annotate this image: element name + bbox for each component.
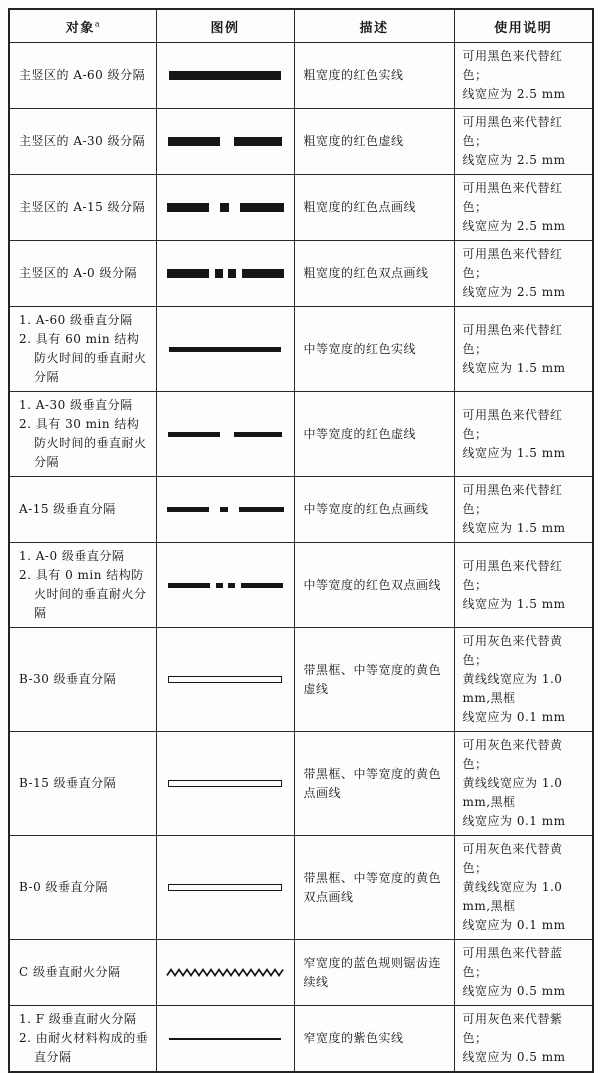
usage-text-line: 可用黑色来代替蓝色； (462, 946, 563, 979)
legend-gap (209, 203, 220, 212)
usage-text-line: 可用黑色来代替红色； (462, 181, 563, 214)
description-text: 中等宽度的红色实线 (303, 341, 417, 356)
thick-dashed-bar-icon (157, 137, 294, 146)
usage-text-line: 线宽应为 1.5 mm (462, 445, 566, 460)
thick-solid-bar-icon (157, 71, 294, 80)
legend-filled-segment (234, 137, 282, 146)
legend-hollow-segment (168, 780, 282, 787)
usage-text-line: 线宽应为 2.5 mm (462, 153, 566, 167)
description-text: 窄宽度的紫色实线 (303, 1031, 404, 1045)
legend-filled-segment (242, 269, 284, 278)
usage-text-line: 线宽应为 2.5 mm (462, 285, 566, 299)
legend-filled-segment (167, 269, 209, 278)
description-cell (294, 175, 454, 241)
object-text-line: 1. F 级垂直耐火分隔 (19, 1012, 137, 1026)
column-header-description (294, 9, 454, 43)
object-text-line: A-15 级垂直分隔 (19, 502, 116, 516)
usage-text-line: 可用黑色来代替红色； (462, 483, 563, 516)
description-text: 窄宽度的蓝色规则锯齿连续线 (303, 955, 442, 989)
table-row (9, 543, 593, 628)
column-header-label: 图例 (210, 20, 240, 36)
legend-filled-segment (215, 269, 223, 278)
description-cell (294, 732, 454, 836)
description-text: 粗宽度的红色点画线 (303, 200, 417, 214)
description-cell (294, 392, 454, 477)
object-text-line: 1. A-60 级垂直分隔 (19, 313, 133, 327)
legend-gap (209, 507, 220, 512)
thick-dash-dot-bar-icon (157, 203, 294, 212)
column-header-usage (454, 9, 593, 43)
object-cell (9, 175, 156, 241)
table-row (9, 732, 593, 836)
object-text-line: 主竖区的 A-60 级分隔 (19, 68, 146, 82)
usage-text-line: 线宽应为 1.5 mm (462, 596, 566, 611)
description-cell (294, 241, 454, 307)
usage-text-line: 线宽应为 0.1 mm (462, 918, 566, 932)
description-text: 带黑框、中等宽度的黄色双点画线 (303, 870, 442, 904)
usage-text-line: 线宽应为 1.5 mm (462, 521, 566, 535)
object-text-line: 1. A-0 级垂直分隔 (19, 549, 125, 563)
legend-filled-segment (240, 203, 284, 212)
object-text-line: B-15 级垂直分隔 (19, 776, 117, 790)
description-cell (294, 628, 454, 732)
usage-text-line: 可用黑色来代替红色； (462, 115, 563, 148)
object-cell (9, 732, 156, 836)
description-text: 中等宽度的红色虚线 (303, 426, 417, 441)
legend-cell (156, 392, 294, 477)
thick-dash-dot-dot-bar-icon (157, 269, 294, 278)
legend-gap (220, 137, 234, 146)
object-cell (9, 307, 156, 392)
legend-hollow-segment (168, 676, 282, 683)
legend-filled-segment (168, 432, 220, 437)
legend-cell (156, 732, 294, 836)
object-cell (9, 1006, 156, 1073)
usage-text-line: 线宽应为 2.5 mm (462, 87, 566, 101)
object-cell (9, 836, 156, 940)
object-text-line: 2. 具有 30 min 结构防火时间的垂直耐火分隔 (19, 417, 147, 469)
column-header-label: 描述 (359, 20, 389, 36)
usage-cell (454, 43, 593, 109)
object-text-line: 主竖区的 A-15 级分隔 (19, 200, 146, 214)
object-cell (9, 543, 156, 628)
table-row (9, 940, 593, 1006)
usage-text-line: 黄线线宽应为 1.0 mm,黑框 (462, 672, 563, 705)
legend-cell (156, 836, 294, 940)
medium-dash-dot-dot-bar-icon (157, 583, 294, 588)
legend-filled-segment (167, 507, 209, 512)
column-header-legend (156, 9, 294, 43)
object-text-line: 1. A-30 级垂直分隔 (19, 398, 133, 412)
legend-filled-segment (228, 583, 235, 588)
legend-gap (229, 203, 240, 212)
usage-cell (454, 241, 593, 307)
description-text: 中等宽度的红色点画线 (303, 502, 429, 516)
object-text-line: B-0 级垂直分隔 (19, 880, 109, 894)
object-cell (9, 392, 156, 477)
zigzag-line-glyph (166, 967, 284, 978)
usage-text-line: 可用灰色来代替黄色； (462, 842, 563, 875)
legend-filled-segment (167, 203, 209, 212)
column-header-label: 使用说明 (494, 20, 553, 36)
usage-cell (454, 307, 593, 392)
table-row (9, 477, 593, 543)
object-text-line: 2. 具有 0 min 结构防火时间的垂直耐火分隔 (19, 568, 147, 620)
legend-gap (220, 432, 234, 437)
object-text-line: 2. 具有 60 min 结构防火时间的垂直耐火分隔 (19, 332, 147, 384)
usage-text-line: 可用黑色来代替红色； (462, 322, 563, 356)
usage-cell (454, 175, 593, 241)
medium-solid-bar-icon (157, 347, 294, 352)
usage-text-line: 可用黑色来代替红色； (462, 558, 563, 592)
description-cell (294, 109, 454, 175)
column-header-object (9, 9, 156, 43)
thin-solid-line-icon (157, 1038, 294, 1040)
description-cell (294, 307, 454, 392)
object-cell (9, 43, 156, 109)
legend-filled-segment (168, 583, 210, 588)
usage-text-line: 可用黑色来代替红色； (462, 247, 563, 280)
description-text: 粗宽度的红色双点画线 (303, 266, 429, 280)
object-text-line: 主竖区的 A-0 级分隔 (19, 266, 137, 280)
usage-cell (454, 477, 593, 543)
table-row (9, 836, 593, 940)
zigzag-line-icon (157, 967, 294, 978)
usage-cell (454, 836, 593, 940)
legend-hollow-segment (168, 884, 282, 891)
header-row (9, 9, 593, 43)
legend-cell (156, 628, 294, 732)
column-header-label: 对象 (65, 20, 95, 36)
object-text-line: 2. 由耐火材料构成的垂直分隔 (19, 1031, 149, 1064)
object-cell (9, 241, 156, 307)
usage-cell (454, 109, 593, 175)
description-text: 带黑框、中等宽度的黄色虚线 (303, 662, 442, 696)
legend-filled-segment (216, 583, 223, 588)
legend-filled-segment (241, 583, 283, 588)
usage-text-line: 可用灰色来代替黄色； (462, 634, 563, 667)
legend-filled-segment (234, 432, 282, 437)
legend-filled-segment (169, 1038, 281, 1040)
usage-cell (454, 940, 593, 1006)
medium-dashed-bar-icon (157, 432, 294, 437)
table-row (9, 43, 593, 109)
usage-text-line: 线宽应为 0.5 mm (462, 1050, 566, 1064)
table-header-row (9, 9, 593, 43)
legend-filled-segment (228, 269, 236, 278)
legend-cell (156, 307, 294, 392)
description-cell (294, 836, 454, 940)
usage-cell (454, 392, 593, 477)
usage-text-line: 可用灰色来代替黄色； (462, 738, 563, 771)
usage-text-line: 黄线线宽应为 1.0 mm,黑框 (462, 880, 563, 913)
legend-filled-segment (169, 71, 281, 80)
legend-cell (156, 175, 294, 241)
object-cell (9, 628, 156, 732)
legend-cell (156, 1006, 294, 1073)
object-cell (9, 109, 156, 175)
usage-cell (454, 543, 593, 628)
description-text: 粗宽度的红色实线 (303, 68, 404, 82)
description-cell (294, 543, 454, 628)
object-cell (9, 477, 156, 543)
description-cell (294, 940, 454, 1006)
usage-cell (454, 1006, 593, 1073)
legend-cell (156, 477, 294, 543)
description-cell (294, 43, 454, 109)
usage-text-line: 可用黑色来代替红色； (462, 49, 563, 82)
usage-text-line: 线宽应为 0.5 mm (462, 984, 566, 998)
description-cell (294, 1006, 454, 1073)
legend-cell (156, 241, 294, 307)
hollow-outlined-bar-icon (157, 780, 294, 787)
hollow-outlined-bar-icon (157, 884, 294, 891)
description-text: 中等宽度的红色双点画线 (303, 577, 442, 592)
table-row (9, 241, 593, 307)
object-text-line: 主竖区的 A-30 级分隔 (19, 134, 146, 148)
object-text-line: B-30 级垂直分隔 (19, 672, 117, 686)
medium-dash-dot-bar-icon (157, 507, 294, 512)
legend-cell (156, 109, 294, 175)
usage-cell (454, 732, 593, 836)
legend-filled-segment (239, 507, 284, 512)
usage-text-line: 线宽应为 1.5 mm (462, 360, 566, 375)
legend-gap (228, 507, 239, 512)
usage-text-line: 黄线线宽应为 1.0 mm,黑框 (462, 776, 563, 809)
legend-filled-segment (169, 347, 281, 352)
usage-text-line: 可用灰色来代替紫色； (462, 1012, 563, 1045)
legend-filled-segment (220, 203, 229, 212)
table-row (9, 1006, 593, 1073)
table-row (9, 175, 593, 241)
table-row (9, 628, 593, 732)
fire-division-legend-table (8, 8, 594, 1073)
hollow-outlined-bar-icon (157, 676, 294, 683)
description-cell (294, 477, 454, 543)
table-row (9, 392, 593, 477)
table-row (9, 109, 593, 175)
description-text: 粗宽度的红色虚线 (303, 134, 404, 148)
table-row (9, 307, 593, 392)
usage-text-line: 线宽应为 2.5 mm (462, 219, 566, 233)
usage-text-line: 线宽应为 0.1 mm (462, 814, 566, 828)
object-text-line: C 级垂直耐火分隔 (19, 965, 121, 979)
legend-cell (156, 940, 294, 1006)
object-cell (9, 940, 156, 1006)
legend-filled-segment (168, 137, 220, 146)
usage-cell (454, 628, 593, 732)
usage-text-line: 可用黑色来代替红色； (462, 407, 563, 441)
usage-text-line: 线宽应为 0.1 mm (462, 710, 566, 724)
description-text: 带黑框、中等宽度的黄色点画线 (303, 766, 442, 800)
legend-filled-segment (220, 507, 228, 512)
legend-cell (156, 43, 294, 109)
column-header-footnote-mark: a (94, 19, 100, 29)
legend-cell (156, 543, 294, 628)
table-body (9, 43, 593, 1073)
